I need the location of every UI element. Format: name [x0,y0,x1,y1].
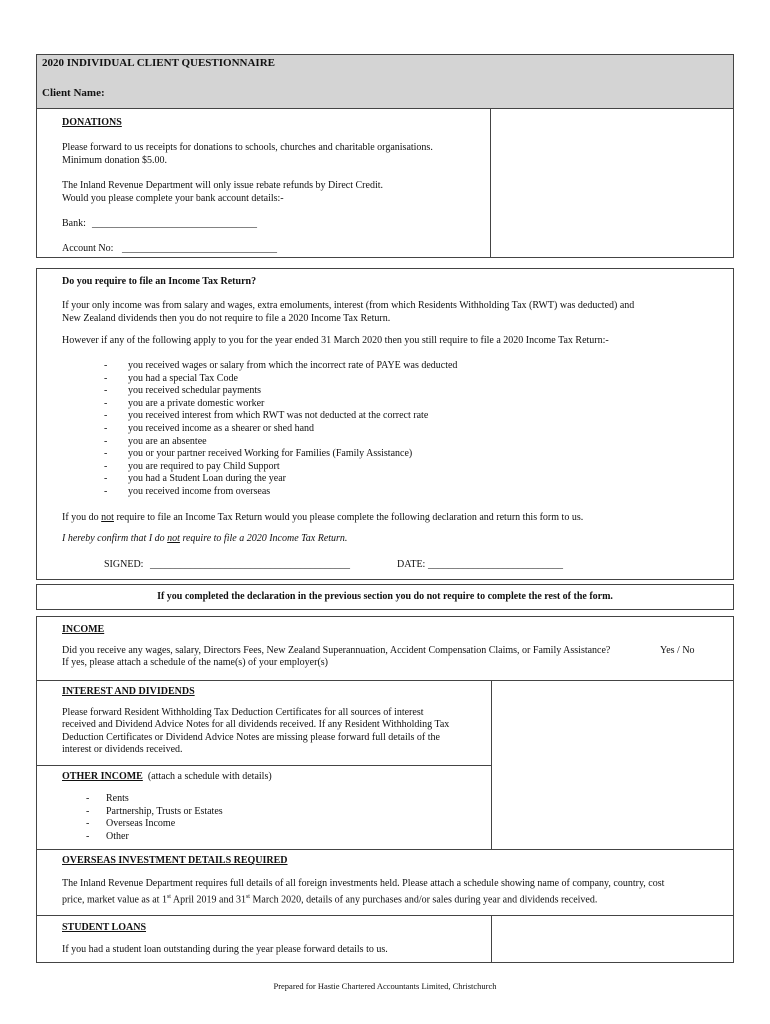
form-title: 2020 INDIVIDUAL CLIENT QUESTIONNAIRE [42,57,275,69]
interest-column-divider [491,680,492,849]
interest-text: Please forward Resident Withholding Tax Deduction Certificates for all sources of interest [62,707,424,718]
account-label: Account No: [62,243,114,254]
client-name-label: Client Name: [42,87,105,99]
bank-label: Bank: [62,218,86,229]
student-loans-text: If you had a student loan outstanding during the year please forward details to us. [62,944,388,955]
date-label: DATE: [397,559,426,570]
student-loans-column-divider [491,915,492,963]
list-item: - you or your partner received Working for Families (Family Assistance) [104,448,413,460]
bank-field[interactable]: _________________________________ [92,218,257,229]
signature-field[interactable]: ________________________________________ [150,559,350,570]
income-yes-no[interactable]: Yes / No [660,645,695,656]
section-divider [36,849,734,850]
income-heading: INCOME [62,624,105,635]
income-text: If yes, please attach a schedule of the name(s) of your employer(s) [62,657,329,668]
donations-divider [490,109,491,258]
tax-return-text: If your only income was from salary and wages, extra emoluments, interest (from which Residents Withholding Tax (RWT) was deducted) and [62,300,635,311]
overseas-text: price, market value as at 1st April 2019 and 31st March 2020, details of any purchases and/or sales during year and dividends received. [62,894,598,906]
donations-text: Please forward to us receipts for donations to schools, churches and charitable organisations. [62,142,433,153]
list-item: - you had a special Tax Code [104,372,238,384]
list-item: - Other [86,830,129,842]
signed-label: SIGNED: [104,559,144,570]
income-question: Did you receive any wages, salary, Directors Fees, New Zealand Superannuation, Accident Compensation Claims, or Family Assistance? [62,645,611,656]
list-item: - you received wages or salary from which the incorrect rate of PAYE was deducted [104,360,458,371]
tax-return-text: New Zealand dividends then you do not require to file a 2020 Income Tax Return. [62,313,391,324]
date-field[interactable]: ___________________________ [428,559,563,570]
list-item: - you received interest from which RWT was not deducted at the correct rate [104,410,429,422]
interest-text: received and Dividend Advice Notes for all dividends received. If any Resident Withholding Tax [62,719,450,730]
student-loans-heading: STUDENT LOANS [62,922,147,933]
list-item: - Partnership, Trusts or Estates [86,805,223,817]
list-item: - you are an absentee [104,435,207,447]
page-footer: Prepared for Hastie Chartered Accountants Limited, Christchurch [273,981,497,991]
donations-text: Would you please complete your bank account details:- [62,193,284,204]
list-item: - you are a private domestic worker [104,397,265,409]
tax-return-heading: Do you require to file an Income Tax Return? [62,276,257,287]
list-item: - Rents [86,793,129,804]
interest-text: Deduction Certificates or Dividend Advice Notes are missing please forward full details of the [62,732,440,743]
overseas-text: The Inland Revenue Department requires full details of all foreign investments held. Please attach a schedule showing name of company, country, cost [62,878,665,889]
account-field[interactable]: _______________________________ [122,243,277,254]
section-divider [36,680,734,681]
tax-return-conditions-list [104,360,604,499]
list-item: - you had a Student Loan during the year [104,473,287,485]
other-income-heading-row: OTHER INCOME (attach a schedule with details) [62,771,272,782]
donations-heading: DONATIONS [62,117,122,128]
other-income-list [86,793,386,843]
declaration-statement: I hereby confirm that I do not require to file a 2020 Income Tax Return. [62,533,348,544]
list-item: - you received income as a shearer or shed hand [104,422,315,434]
tax-return-text: However if any of the following apply to you for the year ended 31 March 2020 then you still require to file a 2020 Income Tax Return:- [62,335,609,346]
donations-text: Minimum donation $5.00. [62,155,167,166]
list-item: - Overseas Income [86,818,176,830]
overseas-heading: OVERSEAS INVESTMENT DETAILS REQUIRED [62,855,288,866]
interest-heading: INTEREST AND DIVIDENDS [62,686,195,697]
list-item: - you are required to pay Child Support [104,460,280,472]
section-divider [36,765,492,766]
list-item: - you received income from overseas [104,485,271,497]
section-divider [36,915,734,916]
interest-text: interest or dividends received. [62,744,183,755]
notice-text: If you completed the declaration in the previous section you do not require to complete the rest of the form. [157,591,613,602]
donations-text: The Inland Revenue Department will only issue rebate refunds by Direct Credit. [62,180,384,191]
list-item: - you received schedular payments [104,385,262,397]
declaration-instruction: If you do not require to file an Income Tax Return would you please complete the following declaration and return this form to us. [62,512,584,523]
